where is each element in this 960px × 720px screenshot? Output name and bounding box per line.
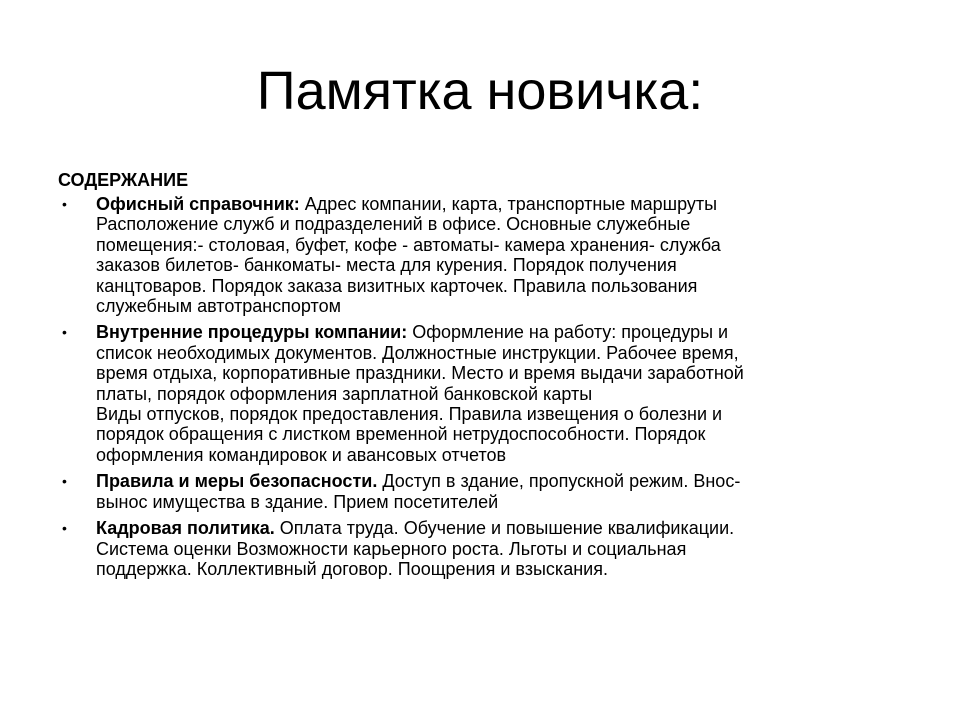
topic-line: служебным автотранспортом: [96, 296, 341, 317]
topic-line: Расположение служб и подразделений в офисе. Основные служебные: [96, 214, 691, 235]
topic-line: время отдыха, корпоративные праздники. Место и время выдачи заработной: [96, 363, 744, 384]
topic-line: поддержка. Коллективный договор. Поощрения и взыскания.: [96, 558, 608, 579]
topic-text: Доступ в здание, пропускной режим. Внос-: [377, 471, 741, 492]
topic-line: Виды отпусков, порядок предоставления. Правила извещения о болезни и: [96, 404, 723, 425]
topic-item-office-directory: [58, 194, 878, 316]
topic-line: список необходимых документов. Должностные инструкции. Рабочее время,: [96, 342, 739, 363]
topic-line: вынос имущества в здание. Прием посетителей: [96, 491, 499, 512]
topic-item-internal-procedures: [58, 322, 878, 465]
slide-content: [58, 170, 878, 585]
bullet-icon: •: [62, 520, 67, 537]
topic-item-hr-policy: [58, 518, 878, 579]
topic-line: [96, 194, 878, 214]
topic-title: Внутренние процедуры компании:: [96, 322, 408, 343]
slide-title: Памятка новичка:: [256, 61, 704, 121]
topic-line: [96, 322, 878, 342]
topic-title: Офисный справочник:: [96, 194, 300, 214]
topic-line: порядок обращения с листком временной нетрудоспособности. Порядок: [96, 424, 706, 445]
topic-line: [96, 471, 878, 491]
topic-text: Оплата труда. Обучение и повышение квалификации.: [274, 518, 735, 539]
topic-text: Оформление на работу: процедуры и: [407, 322, 729, 343]
bullet-icon: •: [62, 473, 67, 490]
topic-list: [58, 194, 878, 579]
topic-title: Правила и меры безопасности.: [96, 471, 378, 492]
bullet-icon: •: [62, 324, 67, 341]
topic-line: Система оценки Возможности карьерного роста. Льготы и социальная: [96, 538, 687, 559]
topic-text: Адрес компании, карта, транспортные маршруты: [299, 194, 718, 214]
topic-line: канцтоваров. Порядок заказа визитных карточек. Правила пользования: [96, 275, 698, 296]
topic-line: [96, 518, 878, 538]
bullet-icon: •: [62, 196, 67, 212]
topic-line: платы, порядок оформления зарплатной банковской карты: [96, 383, 593, 404]
section-heading: СОДЕРЖАНИЕ: [58, 170, 189, 190]
topic-item-safety-rules: [58, 471, 878, 512]
topic-title: Кадровая политика.: [96, 518, 275, 539]
topic-line: оформления командировок и авансовых отчетов: [96, 444, 507, 465]
topic-line: помещения:- столовая, буфет, кофе - автоматы- камера хранения- служба: [96, 234, 721, 255]
topic-line: заказов билетов- банкоматы- места для курения. Порядок получения: [96, 255, 677, 276]
